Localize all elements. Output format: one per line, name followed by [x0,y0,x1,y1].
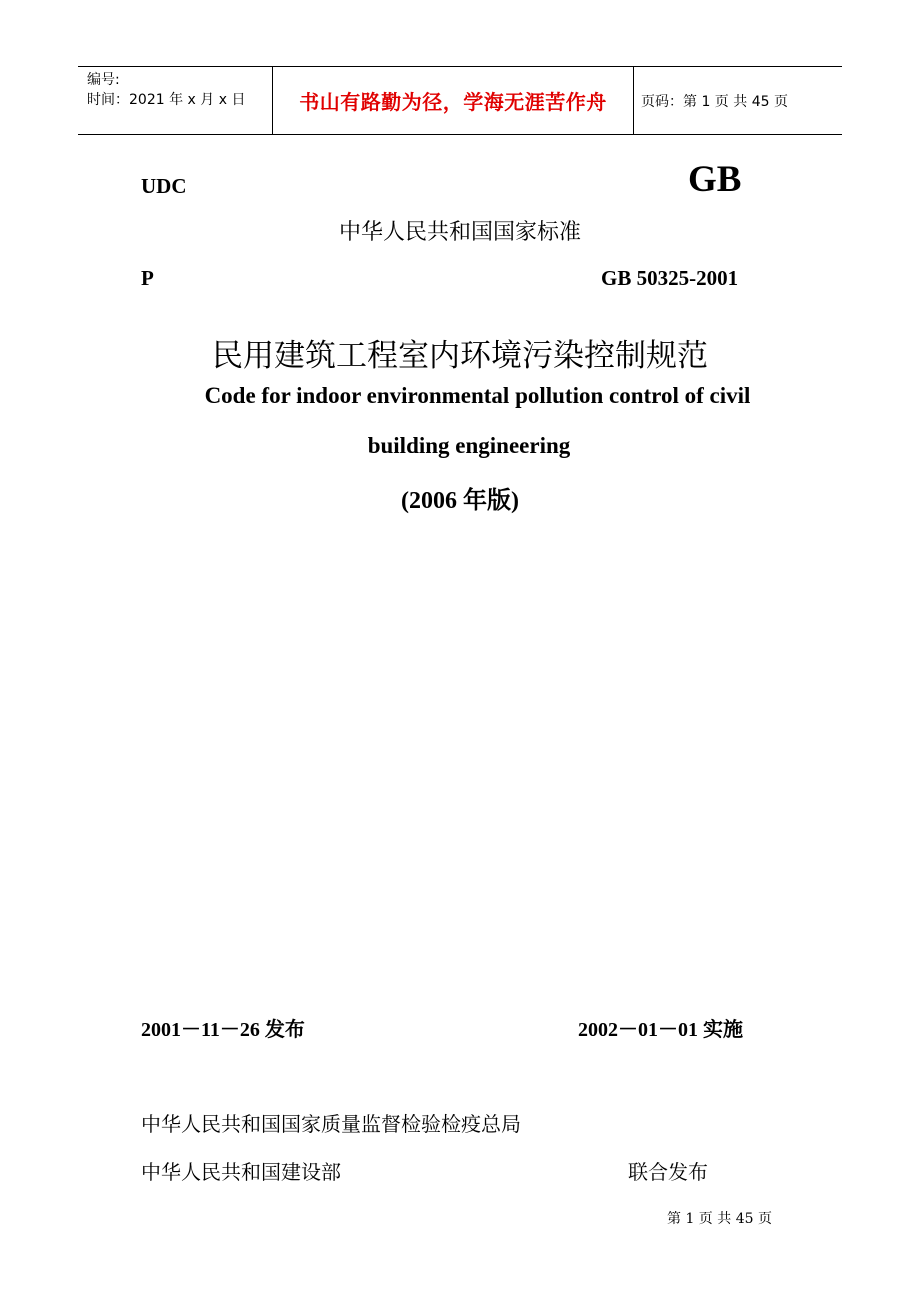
issuer-ministry-construction: 中华人民共和国建设部 [141,1160,341,1184]
page-footer: 第 1 页 共 45 页 [667,1211,772,1227]
udc-label: UDC [141,174,187,198]
english-title-line-2: building engineering [367,433,571,458]
motto-text: 书山有路勤为径，学海无涯苦作舟 [299,90,607,114]
standard-code: GB 50325-2001 [601,266,739,290]
p-label: P [141,266,154,290]
english-title-line-1: Code for indoor environmental pollution control of civil [204,383,751,408]
date-label: 时间：2021 年 x 月 x 日 [87,92,246,108]
header-meta [78,67,272,134]
edition-label: (2006 年版) [401,488,519,514]
issuer-aqsiq: 中华人民共和国国家质量监督检验检疫总局 [141,1112,521,1136]
serial-label: 编号: [87,72,120,88]
header-page-info [634,67,842,134]
issue-date: 2001－11－26 发布 [141,1019,305,1041]
header-motto [272,67,634,134]
effective-date: 2002－01－01 实施 [578,1019,743,1041]
page-title: 民用建筑工程室内环境污染控制规范 [212,338,708,374]
header-table [78,66,842,135]
standard-type: 中华人民共和国国家标准 [338,220,581,245]
gb-label: GB [688,159,742,200]
joint-issue-label: 联合发布 [628,1160,708,1184]
page-info-text: 页码：第 1 页 共 45 页 [641,93,788,110]
